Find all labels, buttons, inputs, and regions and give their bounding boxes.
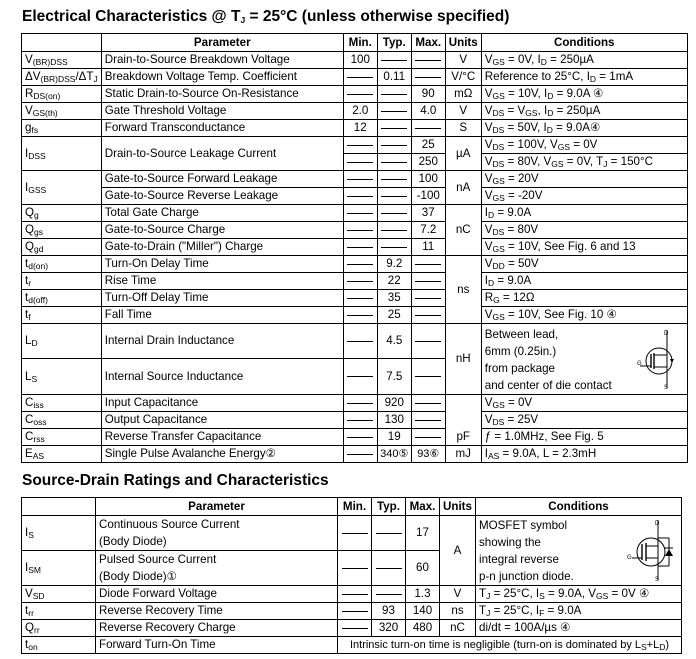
conditions-cell: $I_D = 9.0A$ <box>481 205 687 222</box>
min-cell <box>343 429 377 446</box>
typ-cell <box>372 586 406 603</box>
source-pin-label: S <box>663 385 668 390</box>
parameter-cell: Gate-to-Source Charge <box>101 222 343 239</box>
symbol-cell: $Q_{gd}$ <box>22 239 102 256</box>
conditions-cell: $V_{GS} = -20V$ <box>481 188 687 205</box>
parameter-cell: Fall Time <box>101 307 343 324</box>
header-min: Min. <box>338 498 372 516</box>
conditions-cell: $V_{DD} = 50V$ <box>481 256 687 273</box>
max-cell: 250 <box>411 154 445 171</box>
typ-cell <box>377 205 411 222</box>
parameter-cell: Output Capacitance <box>101 412 343 429</box>
parameter-cell: Total Gate Charge <box>101 205 343 222</box>
table-row <box>22 307 688 324</box>
min-cell <box>343 290 377 307</box>
symbol-cell: $I_{SM}$ <box>22 551 96 586</box>
min-cell <box>343 273 377 290</box>
units-cell: µA <box>445 137 481 171</box>
symbol-cell: $t_{d(on)}$ <box>22 256 102 273</box>
units-cell: nC <box>445 205 481 256</box>
symbol-cell: $t_f$ <box>22 307 102 324</box>
max-cell <box>411 324 445 359</box>
table-header-row <box>22 498 682 516</box>
parameter-cell: Single Pulse Avalanche Energy② <box>101 446 343 463</box>
header-conditions: Conditions <box>476 498 682 516</box>
conditions-cell: $V_{GS} = 10V$, $I_D = 9.0A$ ④ <box>481 86 687 103</box>
table-row <box>22 222 688 239</box>
table-row <box>22 637 682 654</box>
min-cell <box>343 359 377 395</box>
table-row <box>22 412 688 429</box>
min-cell <box>343 256 377 273</box>
min-cell <box>338 603 372 620</box>
typ-cell: 9.2 <box>377 256 411 273</box>
min-cell <box>343 154 377 171</box>
conditions-cell: $V_{DS} = 100V$, $V_{GS} = 0V$ <box>481 137 687 154</box>
symbol-cell: $R_{DS(on)}$ <box>22 86 102 103</box>
symbol-cell: $\Delta V_{(BR)DSS}/\Delta T_J$ <box>22 69 102 86</box>
max-cell: 100 <box>411 171 445 188</box>
min-cell <box>343 188 377 205</box>
table-row <box>22 446 688 463</box>
drain-pin-label: D <box>663 331 669 337</box>
min-cell <box>343 239 377 256</box>
conditions-cell: Reference to 25°C, $I_D = 1mA$ <box>481 69 687 86</box>
min-cell: 12 <box>343 120 377 137</box>
typ-cell: 19 <box>377 429 411 446</box>
table-row <box>22 239 688 256</box>
max-cell <box>411 307 445 324</box>
max-cell <box>411 290 445 307</box>
typ-cell: 320 <box>372 620 406 637</box>
max-cell <box>411 359 445 395</box>
conditions-cell <box>481 324 687 395</box>
typ-cell: 130 <box>377 412 411 429</box>
table-row <box>22 205 688 222</box>
units-cell: V/°C <box>445 69 481 86</box>
max-cell <box>411 429 445 446</box>
max-cell <box>411 395 445 412</box>
units-cell: ns <box>440 603 476 620</box>
header-typ: Typ. <box>372 498 406 516</box>
typ-cell <box>377 86 411 103</box>
parameter-cell: Static Drain-to-Source On-Resistance <box>101 86 343 103</box>
symbol-cell: $I_S$ <box>22 516 96 551</box>
max-cell: 140 <box>406 603 440 620</box>
table-row <box>22 273 688 290</box>
min-cell <box>343 222 377 239</box>
condition-line: MOSFET symbol <box>479 519 568 532</box>
conditions-cell: $V_{GS} = 20V$ <box>481 171 687 188</box>
parameter-cell: Reverse Recovery Time <box>96 603 338 620</box>
min-cell <box>343 446 377 463</box>
symbol-cell: $I_{DSS}$ <box>22 137 102 171</box>
header-max: Max. <box>406 498 440 516</box>
conditions-cell: ƒ = 1.0MHz, See Fig. 5 <box>481 429 687 446</box>
header-min: Min. <box>343 34 377 52</box>
conditions-cell: $R_G = 12\Omega$ <box>481 290 687 307</box>
parameter-cell: Rise Time <box>101 273 343 290</box>
typ-cell <box>377 239 411 256</box>
conditions-cell: $V_{DS} = 50V$, $I_D$ = 9.0A④ <box>481 120 687 137</box>
parameter-cell: Forward Turn-On Time <box>96 637 338 654</box>
table-row <box>22 171 688 188</box>
table-row <box>22 188 688 205</box>
typ-cell <box>372 516 406 551</box>
symbol-cell: $g_{fs}$ <box>22 120 102 137</box>
condition-line: p-n junction diode. <box>479 570 574 583</box>
conditions-cell: di/dt = 100A/µs ④ <box>476 620 682 637</box>
units-cell: V <box>445 52 481 69</box>
header-units: Units <box>440 498 476 516</box>
gate-pin-label: G <box>636 361 642 367</box>
drain-pin-label: D <box>655 521 660 527</box>
parameter-cell: Turn-On Delay Time <box>101 256 343 273</box>
min-cell <box>343 69 377 86</box>
header-max: Max. <box>411 34 445 52</box>
conditions-cell: Intrinsic turn-on time is negligible (turn-on is dominated by $L_S+L_D$) <box>338 637 682 654</box>
typ-cell <box>377 103 411 120</box>
parameter-cell <box>96 516 338 551</box>
condition-line: integral reverse <box>479 553 559 566</box>
source-drain-title: Source-Drain Ratings and Characteristics <box>22 472 329 489</box>
min-cell <box>343 171 377 188</box>
condition-line: and center of die contact <box>484 379 612 392</box>
parameter-cell: Drain-to-Source Breakdown Voltage <box>101 52 343 69</box>
max-cell <box>411 412 445 429</box>
typ-cell: 35 <box>377 290 411 307</box>
max-cell: 60 <box>406 551 440 586</box>
parameter-cell: Internal Drain Inductance <box>101 324 343 359</box>
min-cell <box>343 324 377 359</box>
units-cell: ns <box>445 256 481 324</box>
parameter-cell: Diode Forward Voltage <box>96 586 338 603</box>
min-cell <box>343 395 377 412</box>
parameter-cell: Gate Threshold Voltage <box>101 103 343 120</box>
min-cell <box>343 205 377 222</box>
symbol-cell: $Q_{rr}$ <box>22 620 96 637</box>
condition-line: showing the <box>479 536 541 549</box>
symbol-cell: $V_{(BR)DSS}$ <box>22 52 102 69</box>
symbol-cell: $C_{iss}$ <box>22 395 102 412</box>
table-row <box>22 395 688 412</box>
header-parameter: Parameter <box>101 34 343 52</box>
typ-cell: 22 <box>377 273 411 290</box>
units-cell: nA <box>445 171 481 205</box>
gate-pin-label: G <box>627 555 632 561</box>
typ-cell: 4.5 <box>377 324 411 359</box>
symbol-cell: $E_{AS}$ <box>22 446 102 463</box>
table-row <box>22 429 688 446</box>
parameter-cell: Drain-to-Source Leakage Current <box>101 137 343 171</box>
symbol-cell: $t_{on}$ <box>22 637 96 654</box>
units-cell: A <box>440 516 476 586</box>
header-parameter: Parameter <box>96 498 338 516</box>
table-row <box>22 103 688 120</box>
typ-cell <box>372 551 406 586</box>
condition-line: from package <box>484 362 555 375</box>
conditions-cell: $V_{GS} = 0V$ <box>481 395 687 412</box>
conditions-cell: $V_{DS} = 80V$ <box>481 222 687 239</box>
typ-cell <box>377 171 411 188</box>
typ-cell <box>377 222 411 239</box>
min-cell <box>343 307 377 324</box>
symbol-cell: $t_r$ <box>22 273 102 290</box>
table-row <box>22 120 688 137</box>
electrical-characteristics-title: Electrical Characteristics @ $T_J = 25^\circ C$ (unless otherwise specified) <box>22 8 510 25</box>
table-row <box>22 52 688 69</box>
max-cell <box>411 69 445 86</box>
units-cell: V <box>445 103 481 120</box>
parameter-cell: Reverse Recovery Charge <box>96 620 338 637</box>
parameter-cell: Input Capacitance <box>101 395 343 412</box>
conditions-cell: $V_{GS} = 10V$, See Fig. 6 and 13 <box>481 239 687 256</box>
table-row <box>22 516 682 551</box>
units-cell: V <box>440 586 476 603</box>
symbol-cell: $L_D$ <box>22 324 102 359</box>
table-row <box>22 137 688 154</box>
parameter-line: Continuous Source Current <box>99 518 240 531</box>
table-row <box>22 324 688 359</box>
typ-cell: 0.11 <box>377 69 411 86</box>
min-cell <box>338 516 372 551</box>
conditions-cell: $V_{GS} = 0V$, $I_D = 250\mu A$ <box>481 52 687 69</box>
max-cell: 93⑥ <box>411 446 445 463</box>
table-row <box>22 290 688 307</box>
units-cell: pF <box>445 395 481 446</box>
condition-line: Between lead, <box>484 328 559 341</box>
mosfet-symbol-icon <box>637 328 681 390</box>
symbol-cell: $Q_g$ <box>22 205 102 222</box>
min-cell <box>343 412 377 429</box>
min-cell: 100 <box>343 52 377 69</box>
typ-cell <box>377 154 411 171</box>
min-cell <box>343 86 377 103</box>
min-cell <box>338 551 372 586</box>
parameter-cell: Gate-to-Source Reverse Leakage <box>101 188 343 205</box>
parameter-cell: Turn-Off Delay Time <box>101 290 343 307</box>
condition-line: 6mm (0.25in.) <box>484 345 557 358</box>
max-cell: 17 <box>406 516 440 551</box>
parameter-line: (Body Diode) <box>99 535 167 548</box>
table-row <box>22 69 688 86</box>
conditions-cell: $I_{AS} = 9.0A$, L = 2.3mH <box>481 446 687 463</box>
mosfet-diode-symbol-icon <box>627 518 677 582</box>
parameter-cell: Gate-to-Drain ("Miller") Charge <box>101 239 343 256</box>
conditions-cell: $V_{DS} = 25V$ <box>481 412 687 429</box>
electrical-characteristics-table <box>21 33 688 463</box>
conditions-cell: $V_{DS} = V_{GS}$, $I_D = 250\mu A$ <box>481 103 687 120</box>
typ-cell: 7.5 <box>377 359 411 395</box>
typ-cell: 93 <box>372 603 406 620</box>
table-row <box>22 256 688 273</box>
table-row <box>22 86 688 103</box>
parameter-cell: Reverse Transfer Capacitance <box>101 429 343 446</box>
max-cell: 1.3 <box>406 586 440 603</box>
max-cell <box>411 120 445 137</box>
typ-cell <box>377 137 411 154</box>
max-cell: -100 <box>411 188 445 205</box>
units-cell: mΩ <box>445 86 481 103</box>
max-cell: 11 <box>411 239 445 256</box>
typ-cell <box>377 188 411 205</box>
min-cell <box>338 586 372 603</box>
units-cell: nH <box>445 324 481 395</box>
min-cell: 2.0 <box>343 103 377 120</box>
symbol-cell: $t_{d(off)}$ <box>22 290 102 307</box>
max-cell: 37 <box>411 205 445 222</box>
min-cell <box>343 137 377 154</box>
table-header-row <box>22 34 688 52</box>
parameter-cell: Breakdown Voltage Temp. Coefficient <box>101 69 343 86</box>
parameter-cell: Forward Transconductance <box>101 120 343 137</box>
parameter-cell <box>96 551 338 586</box>
conditions-cell: $T_J = 25^\circ C$, $I_S = 9.0A$, $V_{GS} = 0V$ ④ <box>476 586 682 603</box>
conditions-cell: $T_J = 25^\circ C$, $I_F = 9.0A$ <box>476 603 682 620</box>
conditions-cell: $V_{GS} = 10V$, See Fig. 10 ④ <box>481 307 687 324</box>
typ-cell: 340⑤ <box>377 446 411 463</box>
symbol-cell: $I_{GSS}$ <box>22 171 102 205</box>
max-cell <box>411 256 445 273</box>
typ-cell <box>377 52 411 69</box>
header-conditions: Conditions <box>481 34 687 52</box>
symbol-cell: $C_{oss}$ <box>22 412 102 429</box>
max-cell: 25 <box>411 137 445 154</box>
units-cell: nC <box>440 620 476 637</box>
max-cell: 480 <box>406 620 440 637</box>
conditions-cell: $I_D = 9.0A$ <box>481 273 687 290</box>
units-cell: S <box>445 120 481 137</box>
symbol-cell: $V_{GS(th)}$ <box>22 103 102 120</box>
parameter-line: Pulsed Source Current <box>99 553 217 566</box>
parameter-cell: Gate-to-Source Forward Leakage <box>101 171 343 188</box>
table-row <box>22 586 682 603</box>
parameter-cell: Internal Source Inductance <box>101 359 343 395</box>
conditions-cell <box>476 516 682 586</box>
typ-cell: 25 <box>377 307 411 324</box>
table-row <box>22 620 682 637</box>
units-cell: mJ <box>445 446 481 463</box>
symbol-cell: $C_{rss}$ <box>22 429 102 446</box>
max-cell <box>411 52 445 69</box>
symbol-cell: $Q_{gs}$ <box>22 222 102 239</box>
source-drain-table <box>21 497 682 654</box>
typ-cell: 920 <box>377 395 411 412</box>
symbol-cell: $t_{rr}$ <box>22 603 96 620</box>
parameter-line: (Body Diode)① <box>99 570 178 583</box>
max-cell: 7.2 <box>411 222 445 239</box>
max-cell: 90 <box>411 86 445 103</box>
symbol-cell: $L_S$ <box>22 359 102 395</box>
table-row <box>22 603 682 620</box>
max-cell: 4.0 <box>411 103 445 120</box>
min-cell <box>338 620 372 637</box>
max-cell <box>411 273 445 290</box>
symbol-cell: $V_{SD}$ <box>22 586 96 603</box>
typ-cell <box>377 120 411 137</box>
source-pin-label: S <box>655 577 660 582</box>
conditions-cell: $V_{DS} = 80V$, $V_{GS} = 0V$, $T_J = 150^\circ C$ <box>481 154 687 171</box>
header-units: Units <box>445 34 481 52</box>
header-typ: Typ. <box>377 34 411 52</box>
